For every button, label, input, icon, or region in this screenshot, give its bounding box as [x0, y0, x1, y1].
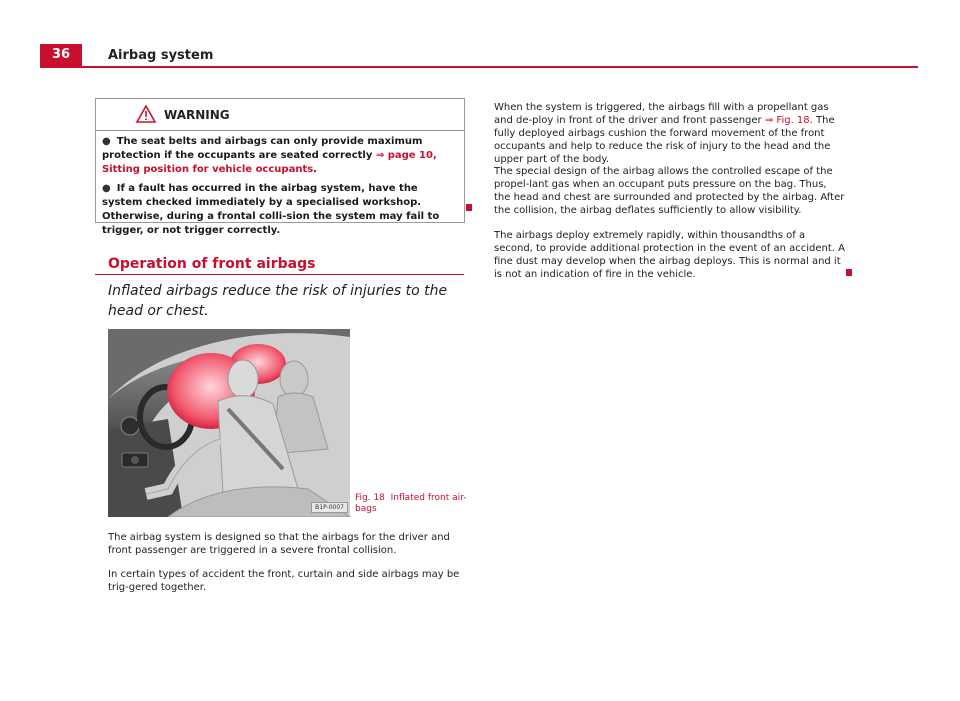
- figure-reference-link[interactable]: ⇒ Fig. 18: [764, 115, 810, 126]
- right-paragraph-2: The special design of the airbag allows the controlled escape of the propel-lant gas when an occupant puts pressure on the bag. Thus, the head and chest are surrounded and protected by the airbag. After the collision, the airbag deflates sufficiently to allow visibility.: [494, 166, 845, 216]
- header-rule: [40, 66, 918, 68]
- airbag-illustration: [108, 329, 350, 517]
- figure-code-label: B1P-0007: [311, 502, 348, 513]
- left-paragraph-1: The airbag system is designed so that the airbags for the driver and front passenger are triggered in a severe frontal collision.: [108, 532, 450, 556]
- page-header: [40, 44, 918, 68]
- warning-header: [96, 99, 464, 131]
- warning-body: [96, 131, 464, 238]
- figure-caption-text: Inflated front air-bags: [355, 493, 467, 514]
- section-end-marker: [466, 204, 472, 211]
- figure-caption: [355, 493, 467, 515]
- figure-airbags: [108, 329, 350, 517]
- bullet-icon: ●: [102, 183, 111, 194]
- figure-caption-label: Fig. 18: [355, 493, 385, 503]
- page-reference-link[interactable]: ⇒ page 10, Sitting position for vehicle occupants: [102, 150, 437, 175]
- right-paragraph-1: When the system is triggered, the airbags fill with a propellant gas and de-ploy in front of the driver and front passenger ⇒ Fig. 18. The fully deployed airbags cushion the forward movement of the front occupants and help to reduce the risk of injury to the head and the upper part of the body.: [494, 102, 835, 165]
- warning-item: ● If a fault has occurred in the airbag system, have the system checked immediately by a specialised workshop. Otherwise, during a frontal colli-sion the system may fail to trigger, or not trigger correctly.: [102, 183, 440, 236]
- bullet-icon: ●: [102, 136, 111, 147]
- warning-item: ● The seat belts and airbags can only provide maximum protection if the occupants are seated correctly ⇒ page 10, Sitting position for vehicle occupants.: [102, 136, 437, 175]
- warning-box: [95, 98, 465, 236]
- section-lead: Inflated airbags reduce the risk of injuries to the head or chest.: [108, 283, 448, 319]
- page-number: 36: [40, 44, 82, 66]
- left-paragraph-2: In certain types of accident the front, curtain and side airbags may be trig-gered together.: [108, 569, 460, 593]
- section-end-marker: [846, 269, 852, 276]
- right-paragraph-3: The airbags deploy extremely rapidly, within thousandths of a second, to provide additional protection in the event of an accident. A fine dust may develop when the airbag deploys. This is normal and it is not an indication of fire in the vehicle.: [494, 230, 845, 280]
- section-rule: [95, 274, 464, 275]
- page-title: Airbag system: [108, 48, 214, 63]
- warning-title: WARNING: [164, 108, 230, 122]
- warning-triangle-icon: [136, 105, 156, 123]
- section-title: Operation of front airbags: [108, 256, 316, 272]
